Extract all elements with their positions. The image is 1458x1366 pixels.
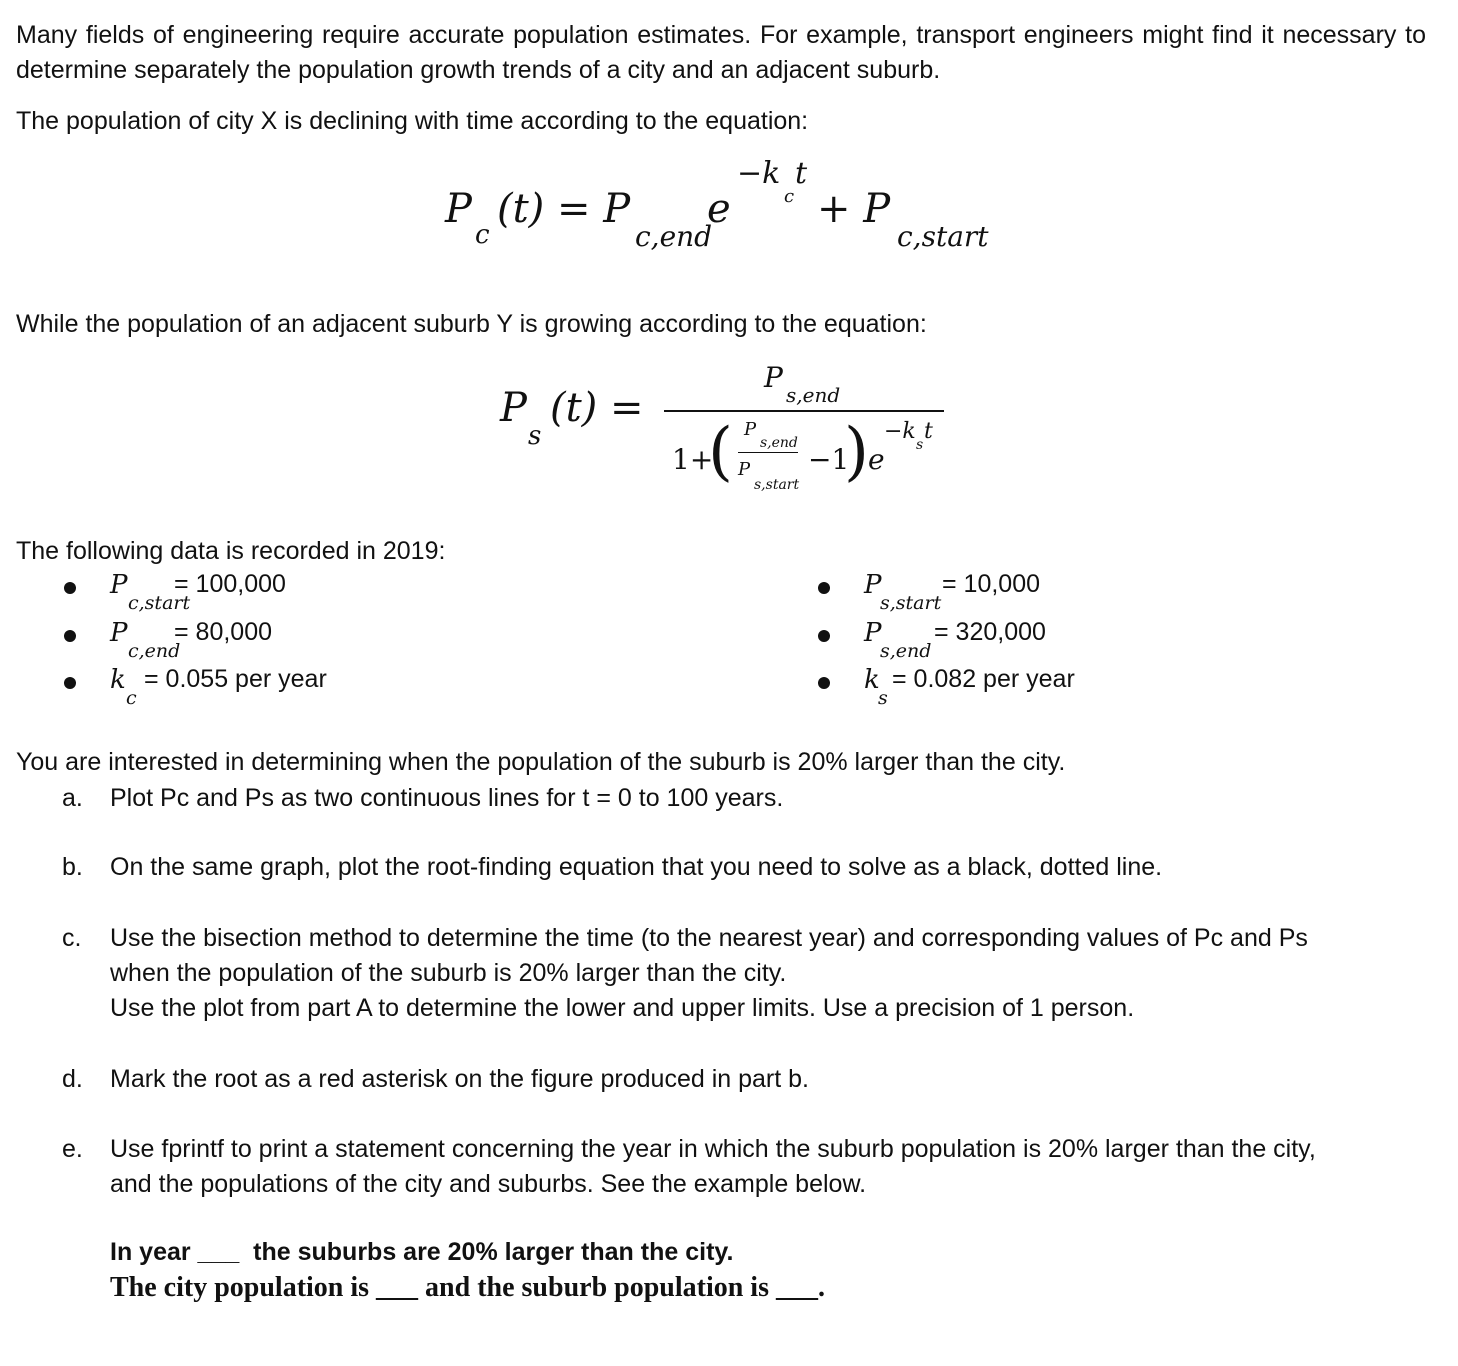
question-intro: You are interested in determining when the population of the suburb is 20% larger than the city. [16,748,1066,776]
data-intro: The following data is recorded in 2019: [16,537,446,565]
bullet [64,677,76,689]
example-line-1: In year ___ the suburbs are 20% larger than the city. [110,1238,734,1266]
bullet [64,630,76,642]
bullet [818,677,830,689]
city-equation: P c (t) = P c,end e −k c t + P c,start [445,156,989,253]
list-item: P s,start = 10,000 [816,570,1216,610]
list-item: k c = 0.055 per year [62,665,462,705]
bullet [818,582,830,594]
suburb-intro: While the population of an adjacent suburb Y is growing according to the equation: [16,310,927,338]
bullet [64,582,76,594]
intro-paragraph: Many fields of engineering require accurate population estimates. For example, transport engineers might find it necessary to determine separately the population growth trends of a city and an adjacent suburb. [16,21,1426,84]
bullet [818,630,830,642]
list-item: k s = 0.082 per year [816,665,1216,705]
list-item: P c,end = 80,000 [62,618,462,658]
example-line-2: The city population is ___ and the suburb population is ___. [110,1272,825,1303]
list-item: P c,start = 100,000 [62,570,462,610]
list-item: P s,end = 320,000 [816,618,1216,658]
suburb-equation: P s (t) = P s,end 1+ ( P s,end P s,start −1 ) e −k s t [498,355,978,515]
city-intro: The population of city X is declining with time according to the equation: [16,107,809,135]
